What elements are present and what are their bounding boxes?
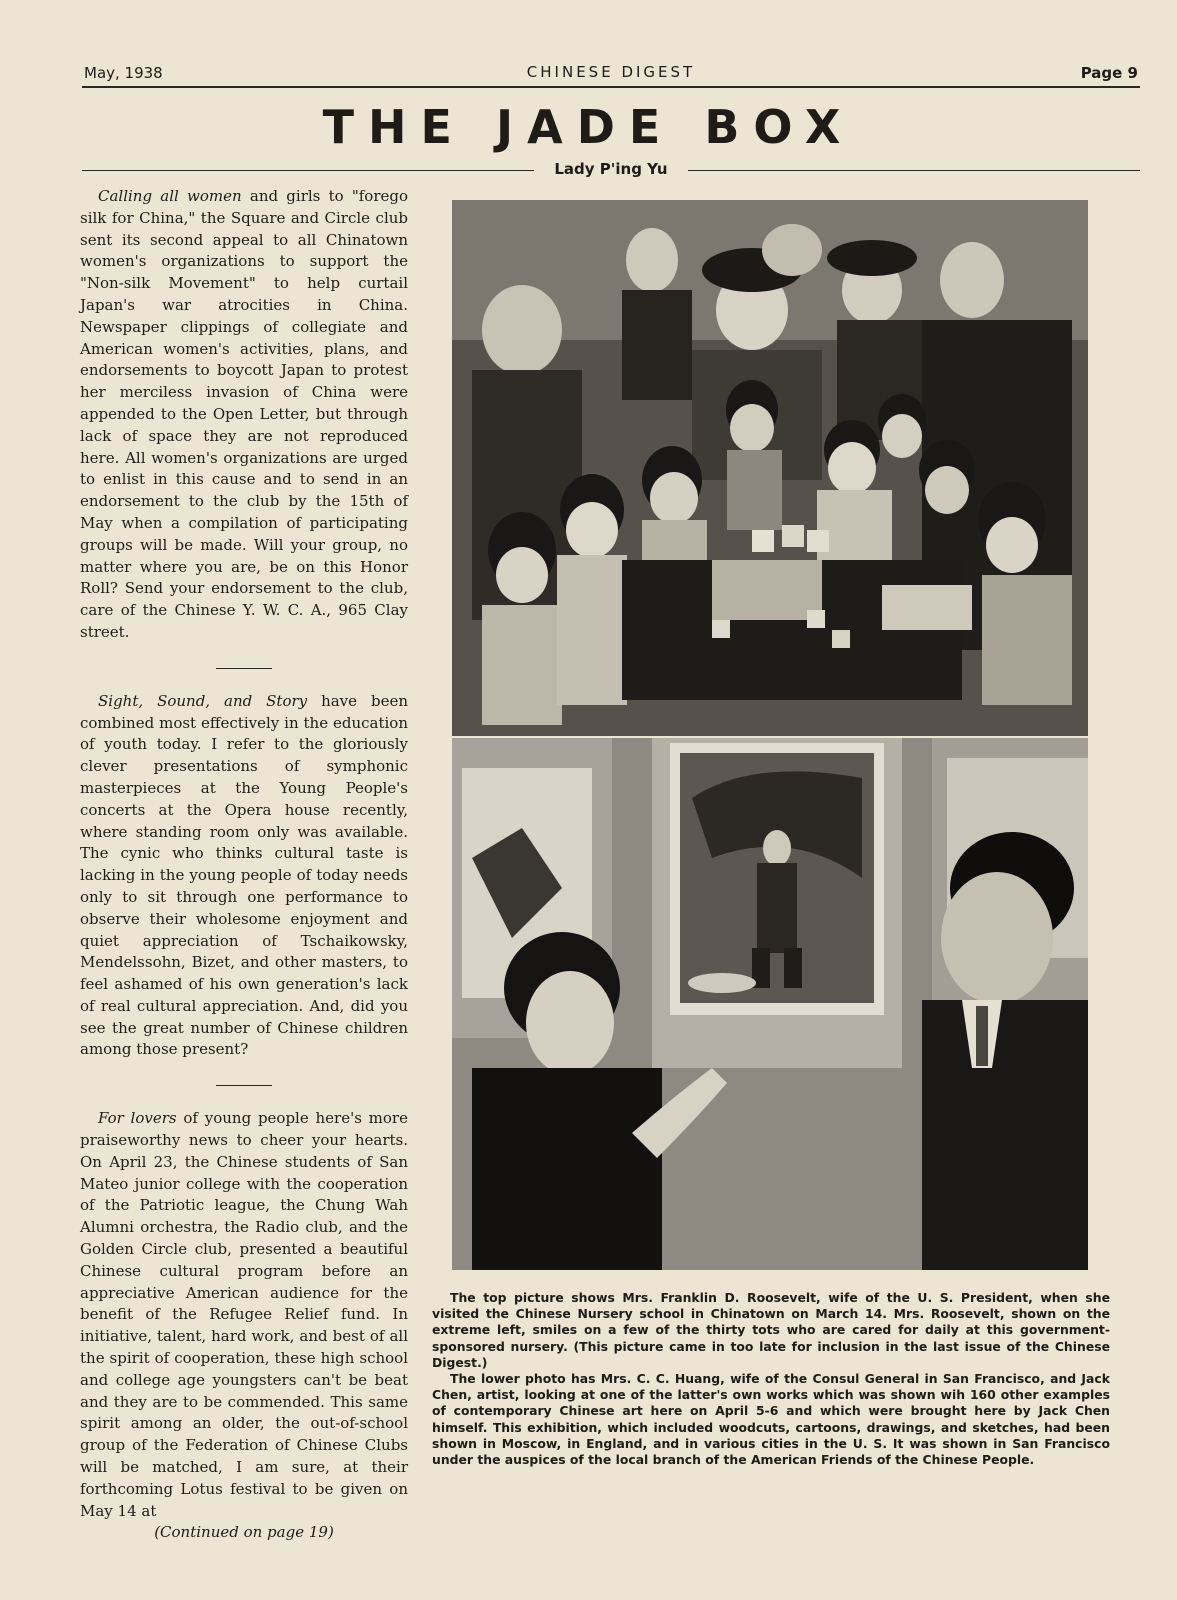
photo-exhibition-illustration [452, 738, 1088, 1270]
paragraph-silk [80, 186, 408, 644]
paragraph-san-mateo [80, 1108, 408, 1522]
photo-art-exhibition [452, 738, 1088, 1270]
caption-bottom-photo: The lower photo has Mrs. C. C. Huang, wife of the Consul General in San Francisco, and Jack Chen, artist, looking at one of the latter's own works which was shown wih 160 other examples of contemporary Chinese art here on April 5-6 and which were brought here by Jack Chen himself. This exhibition, which included woodcuts, cartoons, drawings, and sketches, had been shown in Moscow, in England, and in various cities in the U. S. It was shown in San Francisco under the auspices of the local branch of the American Friends of the Chinese People. [432, 1371, 1110, 1468]
page-number: Page 9 [1080, 64, 1138, 82]
paragraph-text: and girls to "forego silk for China," the Square and Circle club sent its second appeal to all Chinatown women's organizations to support the "Non-silk Movement" to help curtail Japan's war atrocities in China. Newspaper clippings of collegiate and American women's activities, plans, and endorsements to boycott Japan to protest her merciless invasion of China were appended to the Open Letter, but through lack of space they are not reproduced here. All women's organizations are urged to enlist in this cause and to send in an endorsement to the club by the 15th of May when a compilation of participating groups will be made. Will your group, no matter where you are, be on this Honor Roll? Send your endorsement to the club, care of the Chinese Y. W. C. A., 965 Clay street. [80, 187, 408, 641]
byline-rule-left [82, 170, 534, 171]
byline: Lady P'ing Yu [554, 160, 668, 178]
byline-rule-right [688, 170, 1140, 171]
photo-nursery-illustration [452, 200, 1088, 736]
page-header [84, 60, 1138, 86]
continued-note: (Continued on page 19) [154, 1523, 334, 1542]
paragraph-text: of young people here's more praiseworthy news to cheer your hearts. On April 23, the Chinese students of San Mateo junior college with the cooperation of the Patriotic league, the Chung Wah Alumni orchestra, the Radio club, and the Golden Circle club, presented a beautiful Chinese cultural program before an appreciative American audience for the benefit of the Refugee Relief fund. In initiative, talent, hard work, and best of all the spirit of cooperation, these high school and college age youngsters can't be beat and they are to be commended. This same spirit among an older, the out-of-school group of the Federation of Chinese Clubs will be matched, I am sure, at their forthcoming Lotus festival to be given on May 14 at [80, 1109, 408, 1520]
paragraph-text: have been combined most effectively in the education of youth today. I refer to the gloriously clever presentations of symphonic masterpieces at the Young People's concerts at the Opera house recently, where standing room only was available. The cynic who thinks cultural taste is lacking in the young people of today needs only to sit through one performance to observe their wholesome enjoyment and quiet appreciation of Tschaikowsky, Mendelssohn, Bizet, and other masters, to feel ashamed of his own generation's lack of real cultural appreciation. And, did you see the great number of Chinese children among those present? [80, 691, 408, 1059]
photo-caption [432, 1290, 1110, 1468]
caption-top-photo: The top picture shows Mrs. Franklin D. Roosevelt, wife of the U. S. President, when she visited the Chinese Nursery school in Chinatown on March 14. Mrs. Roosevelt, shown on the extreme left, smiles on a few of the thirty tots who are cared for daily at this government-sponsored nursery. (This picture came in too late for inclusion in the last issue of the Chinese Digest.) [432, 1290, 1110, 1370]
header-rule [82, 86, 1140, 88]
photo-nursery-school [452, 200, 1088, 736]
article-column [80, 186, 408, 1544]
section-divider [216, 1085, 272, 1086]
byline-row [82, 160, 1140, 184]
section-divider [216, 668, 272, 669]
article-title: THE JADE BOX [322, 100, 855, 154]
paragraph-concerts [80, 691, 408, 1062]
issue-date: May, 1938 [84, 64, 163, 82]
publication-name: CHINESE DIGEST [526, 63, 696, 81]
paragraph-lead: Calling all women [98, 187, 242, 205]
paragraph-lead: For lovers [98, 1109, 177, 1128]
paragraph-lead: Sight, Sound, and Story [98, 691, 308, 710]
